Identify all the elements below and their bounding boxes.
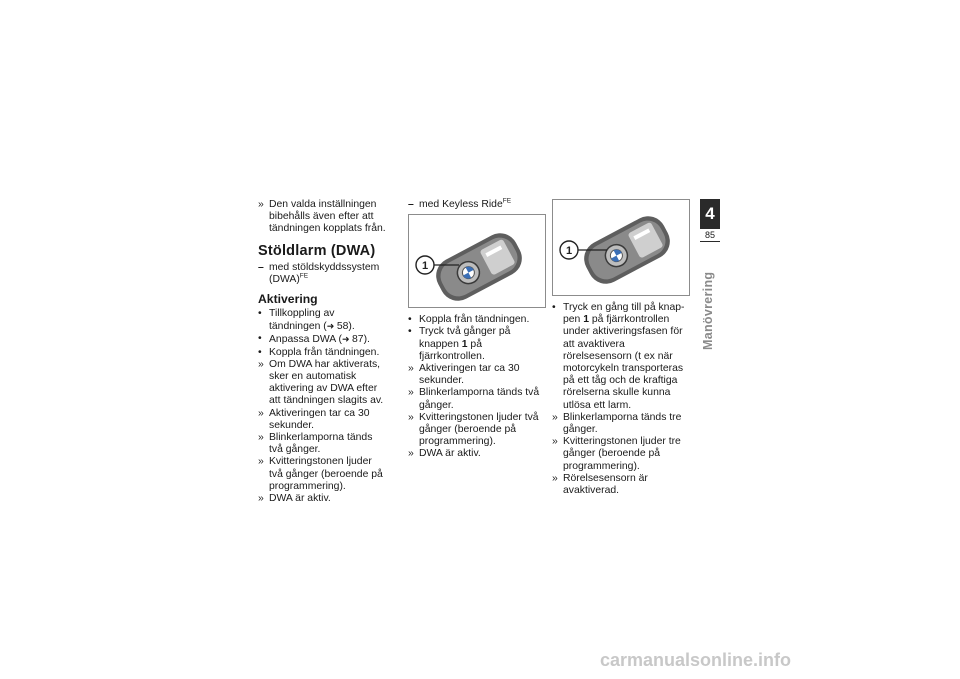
result-item: » DWA är aktiv. <box>258 493 331 505</box>
remote-key-illustration <box>552 199 690 296</box>
arrow-right-icon: ➜ <box>326 321 337 332</box>
result-item: » Aktiveringen tar ca 30 sekunder. <box>258 407 370 431</box>
result-item: » Blinkerlamporna tänds tre gånger. <box>552 411 682 436</box>
footnote-marker: FE <box>299 272 309 280</box>
column-middle <box>408 199 546 461</box>
subsection-heading: Aktivering <box>258 292 318 307</box>
result-item: » Kvitteringstonen ljuder två gånger (beroende på programmering). <box>258 456 383 492</box>
bullet-item: • Tillkoppling av tändningen (➜ 58). <box>258 308 355 333</box>
section-heading: Stöldlarm (DWA) <box>258 242 376 259</box>
bullet-item: • Tryck två gånger på knappen 1 på fjärrkontrollen. <box>408 326 511 362</box>
footnote-marker: FE <box>502 197 512 205</box>
callout-number: 1 <box>565 245 573 257</box>
option-item: – med stöldskyddssystem (DWA)$^{FE}$ <box>258 261 380 285</box>
bullet-item: • Tryck en gång till på knappen 1 på fjärrkontrollen under aktiveringsfasen för att avaktivera rörelsesensorn (t ex när motorcykeln transporteras på ett tåg och de kraftiga rörelserna skulle kunna utlösa ett larm. <box>552 302 685 411</box>
result-item: » Om DWA har aktiverats, sker en automatisk aktivering av DWA efter att tändningen slagits av. <box>258 358 384 407</box>
key-fob-icon <box>409 215 545 307</box>
arrow-right-icon: ➜ <box>341 334 352 345</box>
result-item: » Kvitteringstonen ljuder två gånger (beroende på programmering). <box>408 411 539 448</box>
result-item: » Blinkerlamporna tänds två gånger. <box>258 432 373 456</box>
bullet-item: • Koppla från tändningen. <box>258 346 380 358</box>
page-ref-link[interactable]: 87 <box>352 334 364 346</box>
watermark: carmanualsonline.info <box>600 650 792 670</box>
callout-number: 1 <box>421 260 429 273</box>
result-item: » Den valda inställningen bibehålls även efter att tändningen kopplats från. <box>258 199 386 235</box>
result-item: » DWA är aktiv. <box>408 448 481 460</box>
column-left <box>258 199 388 505</box>
result-item: » Rörelsesensorn är avaktiverad. <box>552 472 648 497</box>
bullet-item: • Koppla från tändningen. <box>408 314 530 326</box>
bullet-item: • Anpassa DWA (➜ 87). <box>258 333 370 346</box>
section-title-vertical: Manövrering <box>701 271 715 350</box>
remote-key-illustration <box>408 214 546 308</box>
chapter-tab <box>700 199 720 242</box>
result-item: » Kvitteringstonen ljuder tre gånger (beroende på programmering). <box>552 436 681 472</box>
result-item: » Aktiveringen tar ca 30 sekunder. <box>408 363 520 387</box>
key-fob-icon <box>553 200 689 295</box>
column-right <box>552 199 690 497</box>
page-number: 85 <box>700 229 720 241</box>
option-item: – med Keyless Ride$^{FE}$ <box>408 197 512 210</box>
result-item: » Blinkerlamporna tänds två gånger. <box>408 387 540 411</box>
page-ref-link[interactable]: 58 <box>336 321 349 333</box>
chapter-number: 4 <box>705 204 715 223</box>
